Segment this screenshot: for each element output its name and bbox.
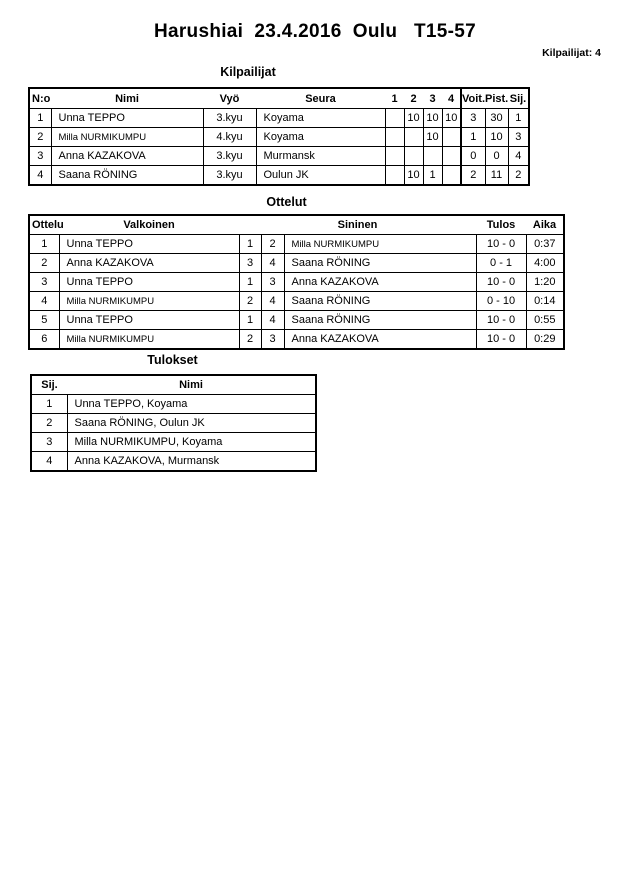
cell-sininen-number: 4 [261,292,284,311]
page-title: Harushiai 23.4.2016 Oulu T15-57 [153,21,477,42]
col-header-round1: 1 [385,88,404,109]
cell-nimi: Saana RÖNING, Oulun JK [67,414,316,433]
table-row [29,128,529,147]
cell-valkoinen-number: 2 [239,330,261,350]
cell-aika: 0:55 [526,311,564,330]
table-row [29,147,529,166]
cell-match-no: 3 [29,273,59,292]
cell-sininen: Saana RÖNING [284,292,476,311]
cell-voit: 1 [461,128,485,147]
col-header-round4: 4 [442,88,461,109]
cell-tulos: 0 - 10 [476,292,526,311]
cell-round4 [442,166,461,186]
cell-tulos: 10 - 0 [476,273,526,292]
cell-match-no: 4 [29,292,59,311]
cell-round1 [385,128,404,147]
section-title-tulokset: Tulokset [147,353,198,367]
cell-round3: 10 [423,128,442,147]
col-header-sij: Sij. [508,88,529,109]
cell-no: 1 [29,109,51,128]
cell-sij: 3 [508,128,529,147]
cell-sininen-number: 4 [261,254,284,273]
cell-round3: 10 [423,109,442,128]
table-row [31,433,316,452]
cell-round1 [385,109,404,128]
cell-valkoinen-number: 1 [239,235,261,254]
cell-valkoinen-number: 3 [239,254,261,273]
cell-sininen: Milla NURMIKUMPU [284,235,476,254]
cell-aika: 0:37 [526,235,564,254]
cell-vyo: 3.kyu [203,109,256,128]
cell-round3 [423,147,442,166]
cell-round1 [385,166,404,186]
cell-round2: 10 [404,166,423,186]
cell-sij: 3 [31,433,67,452]
cell-tulos: 10 - 0 [476,330,526,350]
cell-round4 [442,147,461,166]
cell-seura: Murmansk [256,147,385,166]
cell-round3: 1 [423,166,442,186]
col-header-ottelu: Ottelu [29,215,59,235]
cell-aika: 0:29 [526,330,564,350]
col-header-round3: 3 [423,88,442,109]
cell-aika: 1:20 [526,273,564,292]
cell-voit: 3 [461,109,485,128]
cell-aika: 4:00 [526,254,564,273]
tulokset-table [30,374,317,472]
cell-valkoinen: Milla NURMIKUMPU [59,292,239,311]
cell-seura: Koyama [256,128,385,147]
cell-voit: 0 [461,147,485,166]
table-row [29,166,529,186]
cell-match-no: 2 [29,254,59,273]
cell-round4: 10 [442,109,461,128]
cell-vyo: 3.kyu [203,166,256,186]
table-row [29,254,564,273]
cell-round2 [404,128,423,147]
cell-sij: 2 [31,414,67,433]
cell-valkoinen-number: 1 [239,273,261,292]
cell-sij: 2 [508,166,529,186]
col-header-sij: Sij. [31,375,67,395]
ottelut-header-row [29,215,564,235]
col-header-nimi: Nimi [51,88,203,109]
col-header-round2: 2 [404,88,423,109]
table-row [29,292,564,311]
ottelut-table [28,214,565,350]
cell-nimi: Unna TEPPO [51,109,203,128]
cell-pist: 10 [485,128,508,147]
section-title-ottelut: Ottelut [266,195,307,209]
cell-valkoinen-number: 2 [239,292,261,311]
cell-aika: 0:14 [526,292,564,311]
cell-sininen-number: 2 [261,235,284,254]
table-row [29,273,564,292]
col-header-valkoinen: Valkoinen [59,215,239,235]
cell-valkoinen-number: 1 [239,311,261,330]
cell-sininen: Saana RÖNING [284,311,476,330]
cell-round1 [385,147,404,166]
col-header-pist: Pist. [485,88,508,109]
cell-sininen-number: 4 [261,311,284,330]
cell-pist: 0 [485,147,508,166]
cell-tulos: 10 - 0 [476,311,526,330]
col-header-tulos: Tulos [476,215,526,235]
cell-round2 [404,147,423,166]
cell-nimi: Milla NURMIKUMPU [51,128,203,147]
cell-no: 2 [29,128,51,147]
cell-nimi: Saana RÖNING [51,166,203,186]
table-row [29,311,564,330]
cell-valkoinen: Unna TEPPO [59,311,239,330]
col-header-voit: Voit. [461,88,485,109]
cell-valkoinen: Anna KAZAKOVA [59,254,239,273]
cell-seura: Oulun JK [256,166,385,186]
cell-round4 [442,128,461,147]
cell-valkoinen: Unna TEPPO [59,273,239,292]
cell-no: 4 [29,166,51,186]
col-header-seura: Seura [256,88,385,109]
cell-nimi: Milla NURMIKUMPU, Koyama [67,433,316,452]
col-header-sininen: Sininen [239,215,476,235]
competitor-count-label: Kilpailijat: 4 [542,47,601,59]
cell-sininen: Anna KAZAKOVA [284,273,476,292]
table-row [29,235,564,254]
cell-vyo: 4.kyu [203,128,256,147]
cell-seura: Koyama [256,109,385,128]
table-row [29,330,564,350]
cell-vyo: 3.kyu [203,147,256,166]
cell-pist: 11 [485,166,508,186]
cell-sij: 1 [31,395,67,414]
cell-match-no: 1 [29,235,59,254]
col-header-vyo: Vyö [203,88,256,109]
cell-tulos: 10 - 0 [476,235,526,254]
cell-pist: 30 [485,109,508,128]
cell-sininen: Saana RÖNING [284,254,476,273]
cell-nimi: Anna KAZAKOVA, Murmansk [67,452,316,472]
col-header-nimi: Nimi [67,375,316,395]
cell-match-no: 5 [29,311,59,330]
tulokset-header-row [31,375,316,395]
table-row [31,395,316,414]
table-row [31,414,316,433]
cell-no: 3 [29,147,51,166]
cell-match-no: 6 [29,330,59,350]
col-header-aika: Aika [526,215,564,235]
cell-voit: 2 [461,166,485,186]
section-title-kilpailijat: Kilpailijat [220,65,276,79]
col-header-no: N:o [29,88,51,109]
table-row [29,109,529,128]
cell-valkoinen: Unna TEPPO [59,235,239,254]
cell-nimi: Anna KAZAKOVA [51,147,203,166]
cell-sij: 4 [31,452,67,472]
cell-sij: 4 [508,147,529,166]
cell-sininen-number: 3 [261,330,284,350]
cell-sininen: Anna KAZAKOVA [284,330,476,350]
kilpailijat-header-row [29,88,529,109]
cell-sij: 1 [508,109,529,128]
kilpailijat-table [28,87,530,186]
cell-tulos: 0 - 1 [476,254,526,273]
table-row [31,452,316,472]
cell-sininen-number: 3 [261,273,284,292]
cell-round2: 10 [404,109,423,128]
cell-valkoinen: Milla NURMIKUMPU [59,330,239,350]
cell-nimi: Unna TEPPO, Koyama [67,395,316,414]
